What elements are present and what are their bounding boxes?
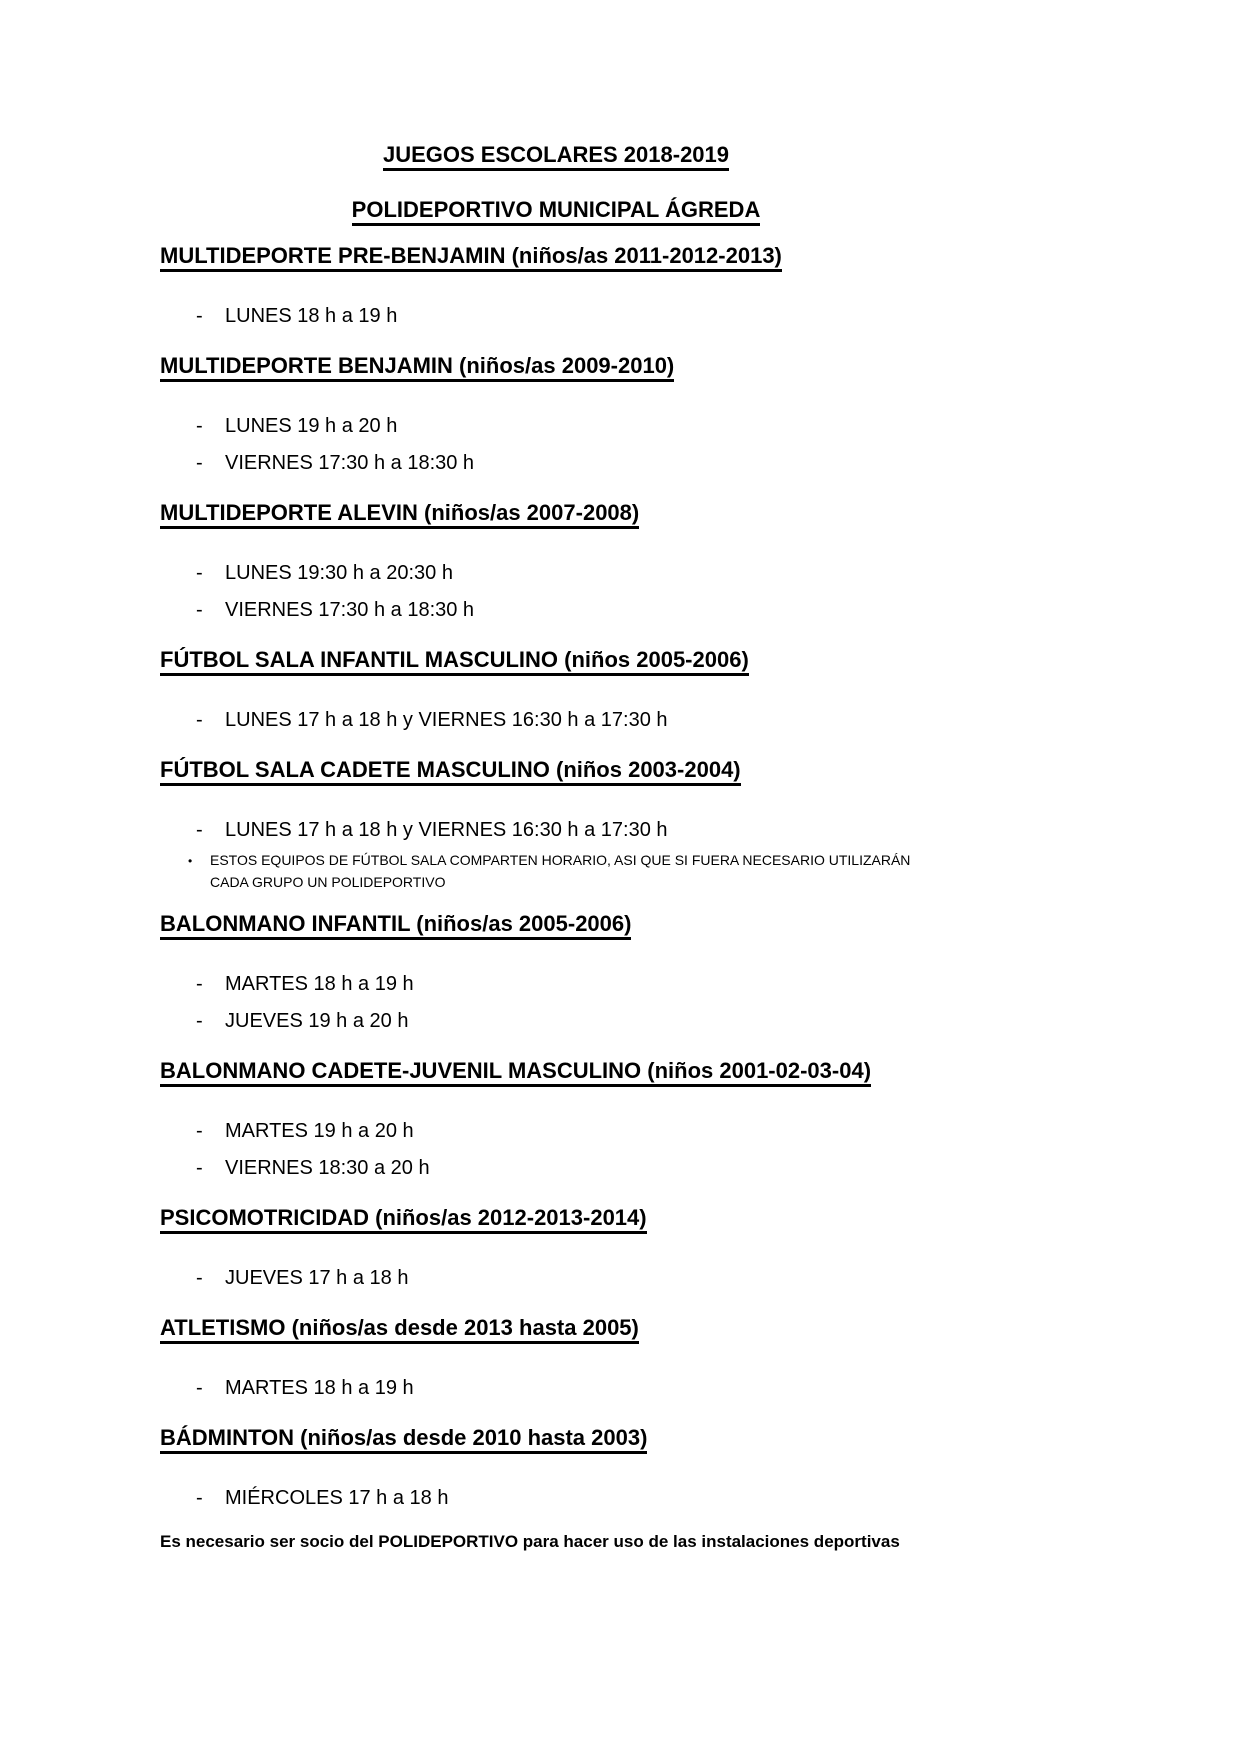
schedule-item-text: VIERNES 18:30 a 20 h (225, 1157, 430, 1179)
schedule-list (160, 1260, 952, 1297)
schedule-item-text: JUEVES 19 h a 20 h (225, 1010, 409, 1032)
dash-bullet: - (196, 819, 203, 841)
footer-note: Es necesario ser socio del POLIDEPORTIVO para hacer uso de las instalaciones deportivas (160, 1532, 900, 1551)
dash-bullet: - (196, 1487, 203, 1509)
sport-section (160, 645, 952, 739)
sport-section (160, 755, 952, 893)
schedule-item (160, 1260, 952, 1297)
dash-bullet: - (196, 415, 203, 437)
schedule-item (160, 445, 952, 482)
sport-section (160, 1313, 952, 1407)
dash-bullet: - (196, 1010, 203, 1032)
schedule-item (160, 1370, 952, 1407)
dash-bullet: - (196, 562, 203, 584)
dash-bullet: - (196, 1267, 203, 1289)
sections-container (160, 241, 952, 1517)
schedule-item (160, 702, 952, 739)
section-heading-text: BÁDMINTON (niños/as desde 2010 hasta 2003) (160, 1425, 647, 1454)
document-title-text: JUEGOS ESCOLARES 2018-2019 (383, 142, 729, 171)
section-note (160, 849, 952, 893)
schedule-item (160, 592, 952, 629)
schedule-list (160, 1113, 952, 1187)
dash-bullet: - (196, 599, 203, 621)
section-heading-text: BALONMANO CADETE-JUVENIL MASCULINO (niños 2001-02-03-04) (160, 1058, 871, 1087)
dash-bullet: - (196, 1377, 203, 1399)
schedule-item-text: JUEVES 17 h a 18 h (225, 1267, 409, 1289)
section-heading-text: ATLETISMO (niños/as desde 2013 hasta 2005) (160, 1315, 639, 1344)
schedule-item-text: MARTES 18 h a 19 h (225, 1377, 414, 1399)
schedule-item-text: LUNES 19 h a 20 h (225, 415, 398, 437)
dash-bullet: - (196, 709, 203, 731)
section-heading (160, 1203, 952, 1233)
schedule-list (160, 555, 952, 629)
schedule-item-text: LUNES 18 h a 19 h (225, 305, 398, 327)
section-heading-text: FÚTBOL SALA INFANTIL MASCULINO (niños 2005-2006) (160, 647, 749, 676)
schedule-item (160, 408, 952, 445)
dash-bullet: - (196, 305, 203, 327)
section-heading (160, 1056, 952, 1086)
schedule-list (160, 966, 952, 1040)
schedule-item (160, 1003, 952, 1040)
section-heading (160, 909, 952, 939)
schedule-item-text: VIERNES 17:30 h a 18:30 h (225, 452, 475, 474)
schedule-item-text: MARTES 19 h a 20 h (225, 1120, 414, 1142)
schedule-item (160, 812, 952, 849)
sport-section (160, 241, 952, 335)
schedule-item (160, 1113, 952, 1150)
section-heading (160, 1423, 952, 1453)
schedule-list (160, 812, 952, 849)
schedule-list (160, 408, 952, 482)
dash-bullet: - (196, 1157, 203, 1179)
schedule-item-text: VIERNES 17:30 h a 18:30 h (225, 599, 475, 621)
section-heading-text: MULTIDEPORTE BENJAMIN (niños/as 2009-2010) (160, 353, 674, 382)
schedule-item-text: MARTES 18 h a 19 h (225, 973, 414, 995)
schedule-item-text: LUNES 19:30 h a 20:30 h (225, 562, 453, 584)
schedule-list (160, 1480, 952, 1517)
schedule-item (160, 966, 952, 1003)
document-subtitle (160, 195, 952, 225)
document-title (160, 140, 952, 170)
schedule-list (160, 298, 952, 335)
section-heading-text: MULTIDEPORTE ALEVIN (niños/as 2007-2008) (160, 500, 639, 529)
section-heading (160, 645, 952, 675)
section-heading (160, 755, 952, 785)
schedule-list (160, 1370, 952, 1407)
document-subtitle-text: POLIDEPORTIVO MUNICIPAL ÁGREDA (352, 197, 761, 226)
section-heading (160, 1313, 952, 1343)
section-heading (160, 498, 952, 528)
section-heading-text: PSICOMOTRICIDAD (niños/as 2012-2013-2014) (160, 1205, 647, 1234)
section-heading (160, 351, 952, 381)
sport-section (160, 1203, 952, 1297)
section-heading-text: BALONMANO INFANTIL (niños/as 2005-2006) (160, 911, 631, 940)
schedule-item (160, 1480, 952, 1517)
schedule-item-text: LUNES 17 h a 18 h y VIERNES 16:30 h a 17:30 h (225, 709, 668, 731)
sport-section (160, 351, 952, 482)
schedule-list (160, 702, 952, 739)
schedule-item (160, 555, 952, 592)
dash-bullet: - (196, 1120, 203, 1142)
section-heading (160, 241, 952, 271)
section-heading-text: FÚTBOL SALA CADETE MASCULINO (niños 2003-2004) (160, 757, 741, 786)
bullet-icon: • (188, 854, 193, 868)
schedule-item (160, 1150, 952, 1187)
sport-section (160, 1056, 952, 1187)
dash-bullet: - (196, 452, 203, 474)
dash-bullet: - (196, 973, 203, 995)
schedule-item-text: LUNES 17 h a 18 h y VIERNES 16:30 h a 17:30 h (225, 819, 668, 841)
schedule-item (160, 298, 952, 335)
sport-section (160, 909, 952, 1040)
sport-section (160, 498, 952, 629)
section-heading-text: MULTIDEPORTE PRE-BENJAMIN (niños/as 2011-2012-2013) (160, 243, 782, 272)
schedule-item-text: MIÉRCOLES 17 h a 18 h (225, 1487, 449, 1509)
section-note-text: ESTOS EQUIPOS DE FÚTBOL SALA COMPARTEN HORARIO, ASI QUE SI FUERA NECESARIO UTILIZARÁN CADA GRUPO UN POLIDEPORTIVO (210, 852, 911, 890)
sport-section (160, 1423, 952, 1517)
